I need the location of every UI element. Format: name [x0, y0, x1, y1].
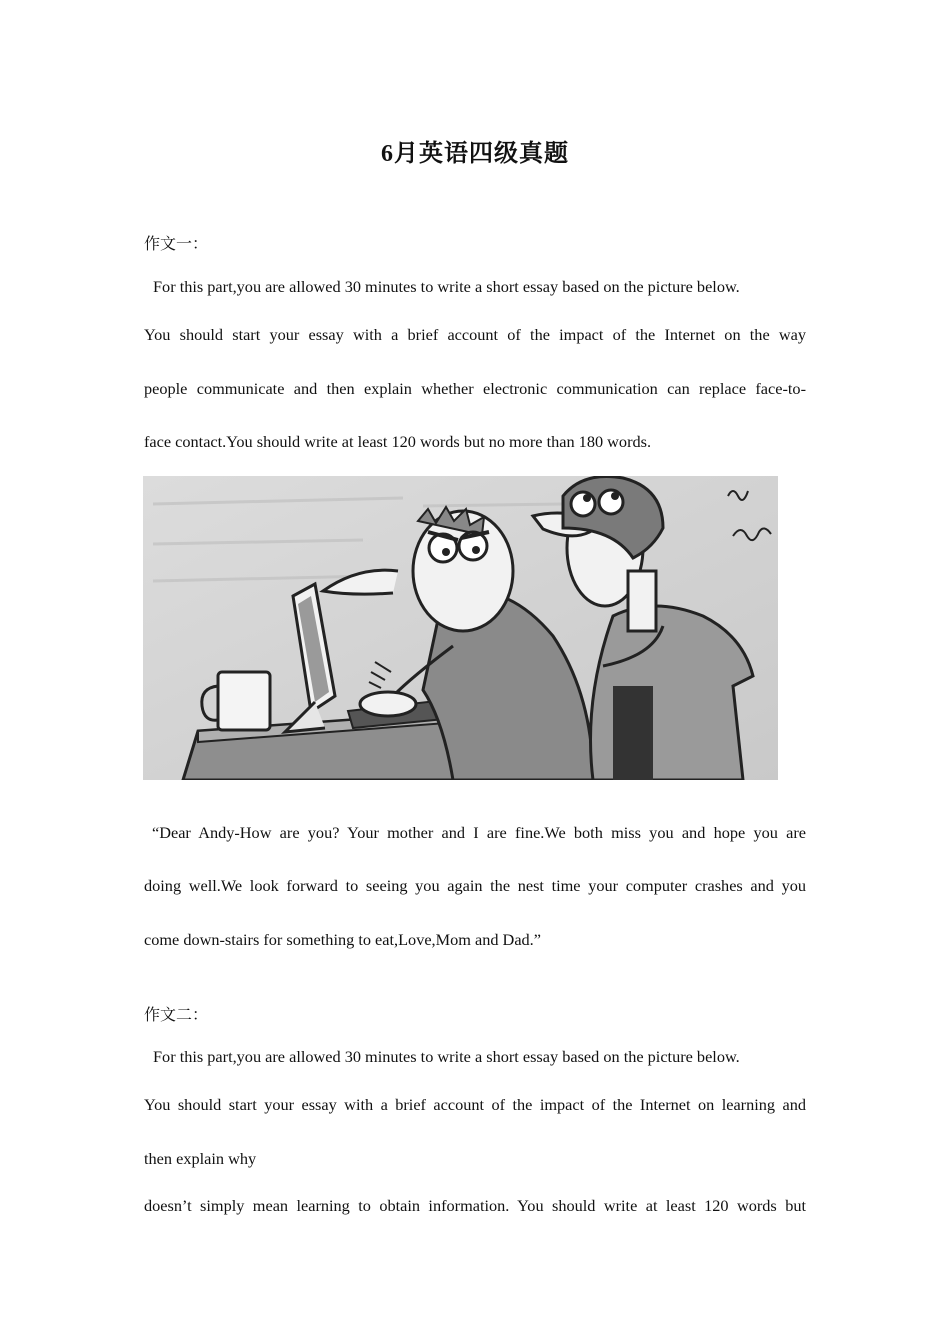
essay2-prompt-line: You should start your essay with a brief account of the impact of the Internet on learning and: [144, 1095, 806, 1114]
essay1-prompt-line: people communicate and then explain whether electronic communication can replace face-to-: [144, 379, 806, 398]
cartoon-illustration: [143, 476, 778, 780]
essay2-prompt-line: For this part,you are allowed 30 minutes to write a short essay based on the picture below.: [153, 1047, 740, 1066]
cartoon-image: [143, 476, 778, 780]
essay1-prompt-line: You should start your essay with a brief account of the impact of the Internet on the way: [144, 325, 806, 344]
essay1-caption-line: “Dear Andy-How are you? Your mother and I are fine.We both miss you and hope you are: [152, 823, 806, 842]
essay2-prompt-line: doesn’t simply mean learning to obtain information. You should write at least 120 words but: [144, 1196, 806, 1215]
essay2-heading: 作文二：: [144, 1007, 209, 1024]
essay1-prompt-line: face contact.You should write at least 120 words but no more than 180 words.: [144, 432, 652, 451]
page-title: 6月英语四级真题: [381, 141, 569, 167]
essay1-heading: 作文一：: [144, 236, 209, 253]
essay2-prompt-line: then explain why: [144, 1149, 257, 1168]
essay1-prompt-line: For this part,you are allowed 30 minutes to write a short essay based on the picture below.: [153, 277, 740, 296]
essay1-caption-line: doing well.We look forward to seeing you again the nest time your computer crashes and you: [144, 876, 806, 895]
essay1-caption-line: come down-stairs for something to eat,Love,Mom and Dad.”: [144, 930, 541, 949]
